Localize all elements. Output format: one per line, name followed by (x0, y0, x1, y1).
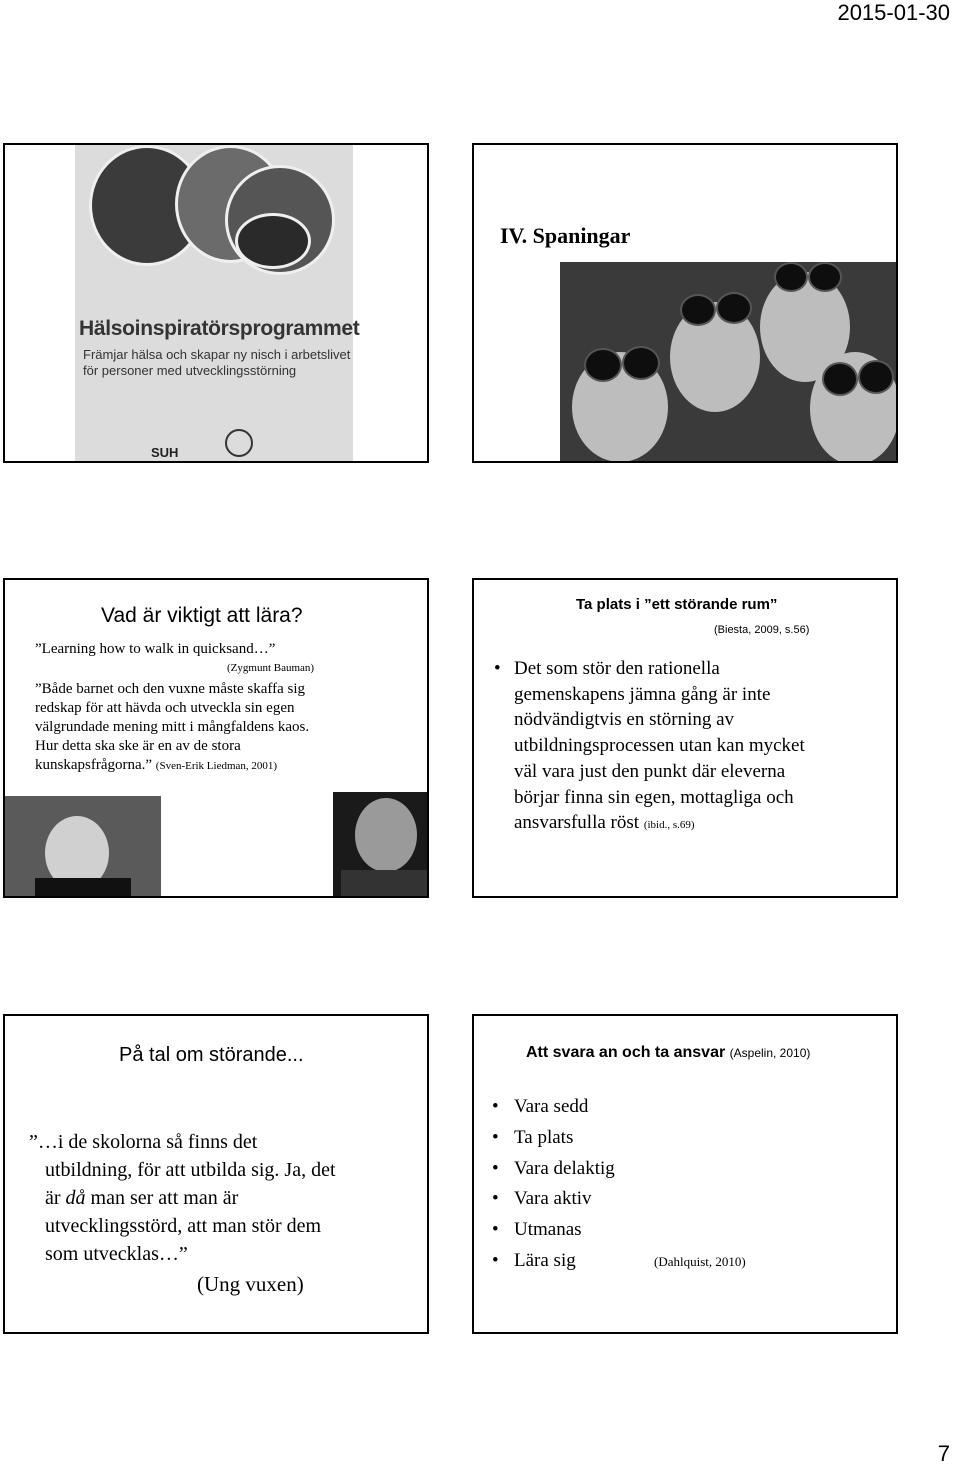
slide-6 (472, 1014, 898, 1334)
poster-photo (75, 145, 360, 461)
quote-line (29, 1184, 419, 1212)
quote-line: som utvecklas…” (45, 1243, 188, 1265)
binocular-lens-icon (774, 262, 808, 292)
slide-4 (472, 578, 898, 898)
bullet-icon: • (492, 1249, 499, 1271)
binocular-lens-icon (584, 348, 622, 382)
bullet-icon: • (492, 1188, 499, 1210)
quote-line-text: är (45, 1187, 66, 1209)
quote-line: ”Både barnet och den vuxne måste skaffa sig (35, 681, 306, 697)
paragraph-line: väl vara just den punkt där eleverna (514, 760, 786, 782)
bullet-icon: • (494, 658, 501, 679)
paragraph-reference: (ibid., s.69) (643, 819, 695, 832)
seal-logo-icon (225, 429, 253, 457)
bullet-icon: • (492, 1157, 499, 1179)
portrait-photo (333, 792, 429, 898)
slide-2 (472, 143, 898, 463)
suh-logo: SUH (151, 445, 179, 460)
quote-line (35, 756, 415, 776)
binocular-lens-icon (716, 292, 752, 324)
quote-text (29, 1128, 419, 1268)
list-item (492, 1215, 615, 1246)
quote-line: Hur detta ska ske är en av de stora (35, 738, 241, 754)
slide-3 (3, 578, 429, 898)
photo-circle (235, 213, 311, 269)
quote-attribution: (Sven-Erik Liedman, 2001) (155, 760, 278, 772)
quote-line: utvecklingsstörd, att man stör dem (45, 1215, 322, 1237)
quote-text (35, 680, 415, 776)
bullet-icon: • (492, 1219, 499, 1241)
list-item-label: Vara delaktig (514, 1157, 615, 1179)
slide-1 (3, 143, 429, 463)
paragraph-line: utbildningsprocessen utan kan mycket (514, 735, 805, 757)
list-item-label: Utmanas (514, 1219, 582, 1241)
quote-line: redskap för att hävda och utveckla sin egen (35, 700, 295, 716)
quote-line: ”Learning how to walk in quicksand…” (35, 641, 276, 657)
list-item-label: Vara aktiv (514, 1188, 592, 1210)
bullet-icon: • (492, 1096, 499, 1117)
slide-title: På tal om störande... (119, 1044, 304, 1066)
quote-attribution: (Zygmunt Bauman) (227, 662, 315, 674)
list-item-label: Lära sig (514, 1249, 576, 1271)
poster-subtitle-line: för personer med utvecklingsstörning (83, 363, 297, 378)
binocular-lens-icon (858, 360, 894, 394)
slide-5 (3, 1014, 429, 1334)
paragraph-line-text: ansvarsfulla röst (514, 812, 640, 834)
paragraph-line: gemenskapens jämna gång är inte (514, 683, 771, 705)
list-item (492, 1123, 615, 1154)
binocular-lens-icon (808, 262, 842, 292)
page-number: 7 (937, 1441, 950, 1466)
paragraph-line (514, 810, 898, 839)
slide-title: IV. Spaningar (500, 223, 631, 248)
quote-line: ”…i de skolorna så finns det (29, 1131, 258, 1153)
paragraph-line: nödvändigtvis en störning av (514, 709, 735, 731)
binoculars-photo (560, 262, 898, 463)
list-item (492, 1246, 615, 1277)
binocular-lens-icon (680, 294, 716, 326)
quote-line-text: man ser att man är (85, 1187, 239, 1209)
slide-title-reference: (Aspelin, 2010) (729, 1046, 811, 1060)
paragraph-line: Det som stör den rationella (514, 658, 720, 679)
list-reference: (Dahlquist, 2010) (654, 1254, 746, 1269)
poster-subtitle (83, 347, 351, 379)
slide-reference: (Biesta, 2009, s.56) (714, 624, 810, 636)
slide-title: Vad är viktigt att lära? (101, 604, 303, 627)
bullet-icon: • (492, 1126, 499, 1148)
quote-line: välgrundade mening mitt i mångfaldens kaos. (35, 719, 310, 735)
header-date: 2015-01-30 (837, 0, 950, 25)
quote-line-text: kunskapsfrågorna.” (35, 757, 153, 773)
list-item (492, 1092, 615, 1123)
bullet-list (492, 1092, 615, 1277)
poster-subtitle-line: Främjar hälsa och skapar ny nisch i arbetslivet (83, 347, 351, 362)
poster-title: Hälsoinspiratörsprogrammet (79, 317, 360, 340)
quote-line: utbildning, för att utbilda sig. Ja, det (45, 1159, 336, 1181)
slide-title: Ta plats i ”ett störande rum” (576, 596, 778, 613)
binocular-lens-icon (822, 362, 858, 396)
paragraph-line: börjar finna sin egen, mottagliga och (514, 786, 794, 808)
quote-attribution: (Ung vuxen) (197, 1272, 304, 1296)
list-item (492, 1184, 615, 1215)
bullet-paragraph (494, 656, 898, 839)
slide-title-text: Att svara an och ta ansvar (526, 1044, 726, 1061)
portrait-photo (5, 796, 161, 898)
slide-title (526, 1044, 810, 1062)
list-item-label: Ta plats (514, 1126, 574, 1148)
list-item-label: Vara sedd (514, 1096, 589, 1117)
quote-emphasis: då (65, 1187, 86, 1209)
binocular-lens-icon (622, 346, 660, 380)
list-item (492, 1154, 615, 1185)
